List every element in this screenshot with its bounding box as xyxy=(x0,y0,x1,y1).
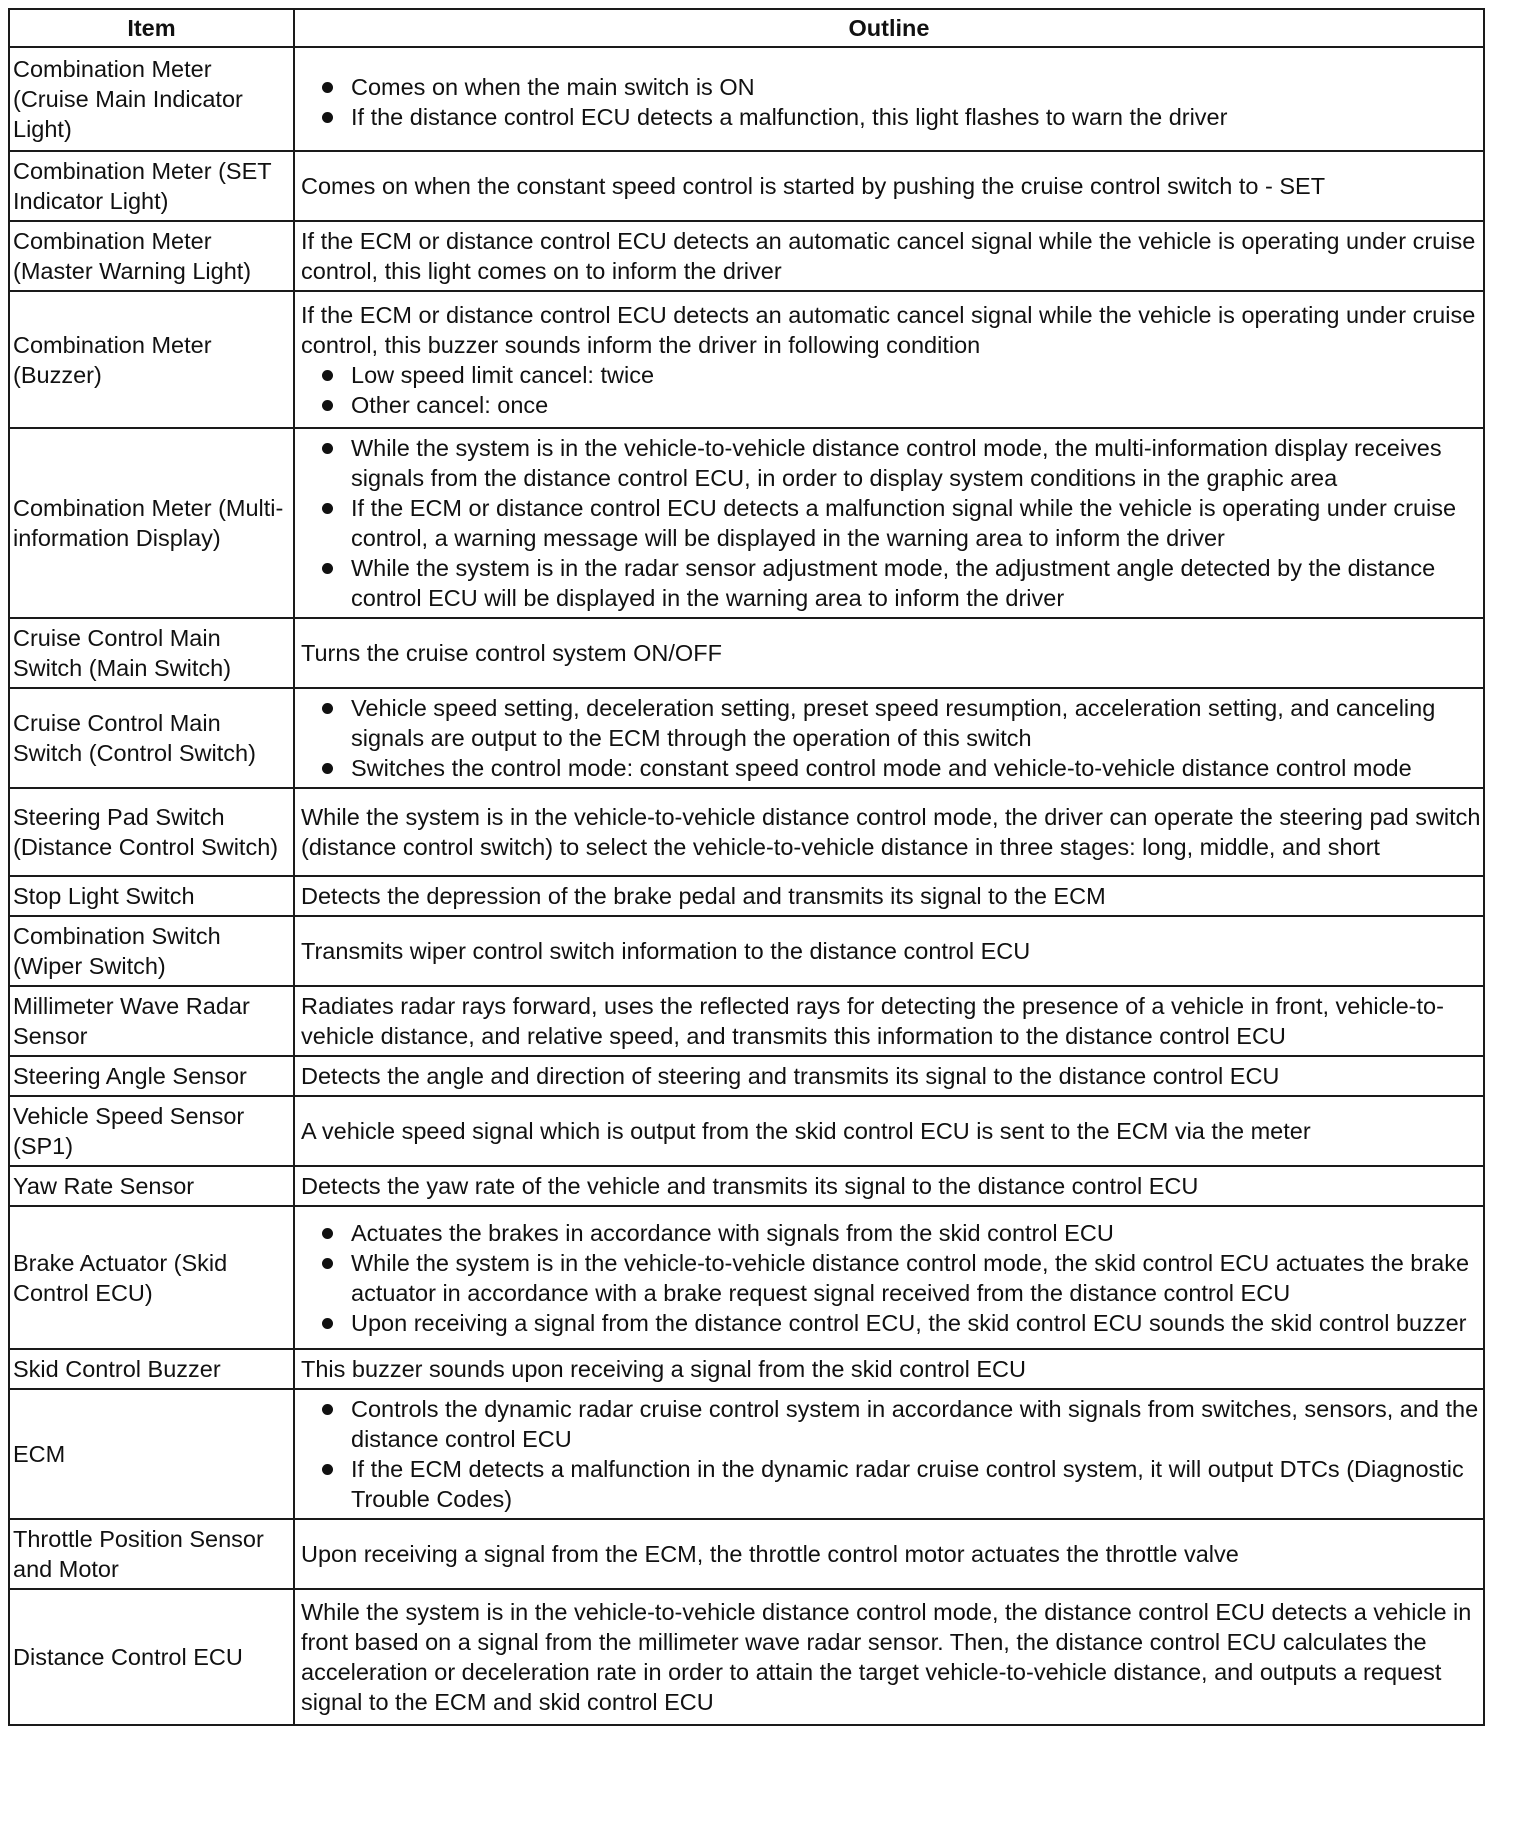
bullet-list xyxy=(301,1218,1481,1338)
table-row xyxy=(9,1389,1484,1519)
header-outline: Outline xyxy=(294,9,1484,47)
table-header-row xyxy=(9,9,1484,47)
table-row xyxy=(9,876,1484,916)
bullet-item: Low speed limit cancel: twice xyxy=(351,360,1481,390)
item-cell: Vehicle Speed Sensor (SP1) xyxy=(9,1096,294,1166)
outline-cell xyxy=(294,688,1484,788)
outline-cell: Comes on when the constant speed control is started by pushing the cruise control switch to - SET xyxy=(294,151,1484,221)
outline-cell: This buzzer sounds upon receiving a signal from the skid control ECU xyxy=(294,1349,1484,1389)
table-row xyxy=(9,1349,1484,1389)
bullet-list xyxy=(301,1394,1481,1514)
table-row xyxy=(9,1589,1484,1725)
outline-cell: A vehicle speed signal which is output from the skid control ECU is sent to the ECM via the meter xyxy=(294,1096,1484,1166)
table-row xyxy=(9,986,1484,1056)
outline-text: If the ECM or distance control ECU detects an automatic cancel signal while the vehicle is operating under cruise control, this buzzer sounds inform the driver in following condition xyxy=(301,301,1476,358)
outline-cell xyxy=(294,47,1484,151)
bullet-item: If the ECM or distance control ECU detects a malfunction signal while the vehicle is operating under cruise control, a warning message will be displayed in the warning area to inform the driver xyxy=(351,493,1481,553)
outline-cell: Transmits wiper control switch information to the distance control ECU xyxy=(294,916,1484,986)
outline-cell: If the ECM or distance control ECU detects an automatic cancel signal while the vehicle is operating under cruise control, this light comes on to inform the driver xyxy=(294,221,1484,291)
bullet-item: If the distance control ECU detects a malfunction, this light flashes to warn the driver xyxy=(351,102,1481,132)
table-row xyxy=(9,1096,1484,1166)
bullet-item: Switches the control mode: constant speed control mode and vehicle-to-vehicle distance control mode xyxy=(351,753,1481,783)
table-row xyxy=(9,788,1484,876)
item-cell: Combination Meter (SET Indicator Light) xyxy=(9,151,294,221)
item-cell: Combination Meter (Buzzer) xyxy=(9,291,294,428)
item-cell: Steering Pad Switch (Distance Control Switch) xyxy=(9,788,294,876)
bullet-list xyxy=(301,433,1481,613)
bullet-item: Comes on when the main switch is ON xyxy=(351,72,1481,102)
item-cell: Yaw Rate Sensor xyxy=(9,1166,294,1206)
component-table-sheet xyxy=(8,8,1483,1726)
bullet-item: Controls the dynamic radar cruise control system in accordance with signals from switches, sensors, and the distance control ECU xyxy=(351,1394,1481,1454)
bullet-item: While the system is in the radar sensor adjustment mode, the adjustment angle detected by the distance control ECU will be displayed in the warning area to inform the driver xyxy=(351,553,1481,613)
item-cell: Combination Meter (Cruise Main Indicator Light) xyxy=(9,47,294,151)
table-row xyxy=(9,47,1484,151)
bullet-item: Vehicle speed setting, deceleration setting, preset speed resumption, acceleration setting, and canceling signals are output to the ECM through the operation of this switch xyxy=(351,693,1481,753)
item-cell: Distance Control ECU xyxy=(9,1589,294,1725)
item-cell: Skid Control Buzzer xyxy=(9,1349,294,1389)
item-cell: Steering Angle Sensor xyxy=(9,1056,294,1096)
table-row xyxy=(9,618,1484,688)
outline-cell: Radiates radar rays forward, uses the reflected rays for detecting the presence of a vehicle in front, vehicle-to-vehicle distance, and relative speed, and transmits this information to the distance control ECU xyxy=(294,986,1484,1056)
outline-cell: Detects the angle and direction of steering and transmits its signal to the distance control ECU xyxy=(294,1056,1484,1096)
header-item: Item xyxy=(9,9,294,47)
item-cell: Cruise Control Main Switch (Control Switch) xyxy=(9,688,294,788)
item-cell: ECM xyxy=(9,1389,294,1519)
component-outline-table xyxy=(8,8,1485,1726)
bullet-list xyxy=(301,693,1481,783)
outline-cell: Detects the yaw rate of the vehicle and transmits its signal to the distance control ECU xyxy=(294,1166,1484,1206)
bullet-list xyxy=(301,72,1481,132)
outline-cell xyxy=(294,1206,1484,1349)
item-cell: Combination Switch (Wiper Switch) xyxy=(9,916,294,986)
bullet-item: Upon receiving a signal from the distance control ECU, the skid control ECU sounds the skid control buzzer xyxy=(351,1308,1481,1338)
table-row xyxy=(9,428,1484,618)
table-row xyxy=(9,221,1484,291)
item-cell: Millimeter Wave Radar Sensor xyxy=(9,986,294,1056)
table-row xyxy=(9,291,1484,428)
item-cell: Combination Meter (Master Warning Light) xyxy=(9,221,294,291)
table-row xyxy=(9,151,1484,221)
bullet-list xyxy=(301,360,1481,420)
bullet-item: While the system is in the vehicle-to-vehicle distance control mode, the skid control ECU actuates the brake actuator in accordance with a brake request signal received from the distance control ECU xyxy=(351,1248,1481,1308)
table-row xyxy=(9,916,1484,986)
outline-cell: While the system is in the vehicle-to-vehicle distance control mode, the distance control ECU detects a vehicle in front based on a signal from the millimeter wave radar sensor. Then, the distance control ECU calculates the acceleration or deceleration rate in order to attain the target vehicle-to-vehicle distance, and outputs a request signal to the ECM and skid control ECU xyxy=(294,1589,1484,1725)
outline-cell: Detects the depression of the brake pedal and transmits its signal to the ECM xyxy=(294,876,1484,916)
table-row xyxy=(9,1519,1484,1589)
table-row xyxy=(9,1056,1484,1096)
item-cell: Stop Light Switch xyxy=(9,876,294,916)
outline-cell xyxy=(294,291,1484,428)
bullet-item: While the system is in the vehicle-to-vehicle distance control mode, the multi-information display receives signals from the distance control ECU, in order to display system conditions in the graphic area xyxy=(351,433,1481,493)
item-cell: Brake Actuator (Skid Control ECU) xyxy=(9,1206,294,1349)
outline-cell: Upon receiving a signal from the ECM, the throttle control motor actuates the throttle valve xyxy=(294,1519,1484,1589)
outline-cell: While the system is in the vehicle-to-vehicle distance control mode, the driver can operate the steering pad switch (distance control switch) to select the vehicle-to-vehicle distance in three stages: long, middle, and short xyxy=(294,788,1484,876)
outline-cell xyxy=(294,428,1484,618)
outline-cell xyxy=(294,1389,1484,1519)
table-row xyxy=(9,688,1484,788)
bullet-item: Other cancel: once xyxy=(351,390,1481,420)
table-row xyxy=(9,1166,1484,1206)
item-cell: Cruise Control Main Switch (Main Switch) xyxy=(9,618,294,688)
item-cell: Throttle Position Sensor and Motor xyxy=(9,1519,294,1589)
outline-cell: Turns the cruise control system ON/OFF xyxy=(294,618,1484,688)
bullet-item: If the ECM detects a malfunction in the dynamic radar cruise control system, it will output DTCs (Diagnostic Trouble Codes) xyxy=(351,1454,1481,1514)
table-row xyxy=(9,1206,1484,1349)
item-cell: Combination Meter (Multi-information Display) xyxy=(9,428,294,618)
bullet-item: Actuates the brakes in accordance with signals from the skid control ECU xyxy=(351,1218,1481,1248)
